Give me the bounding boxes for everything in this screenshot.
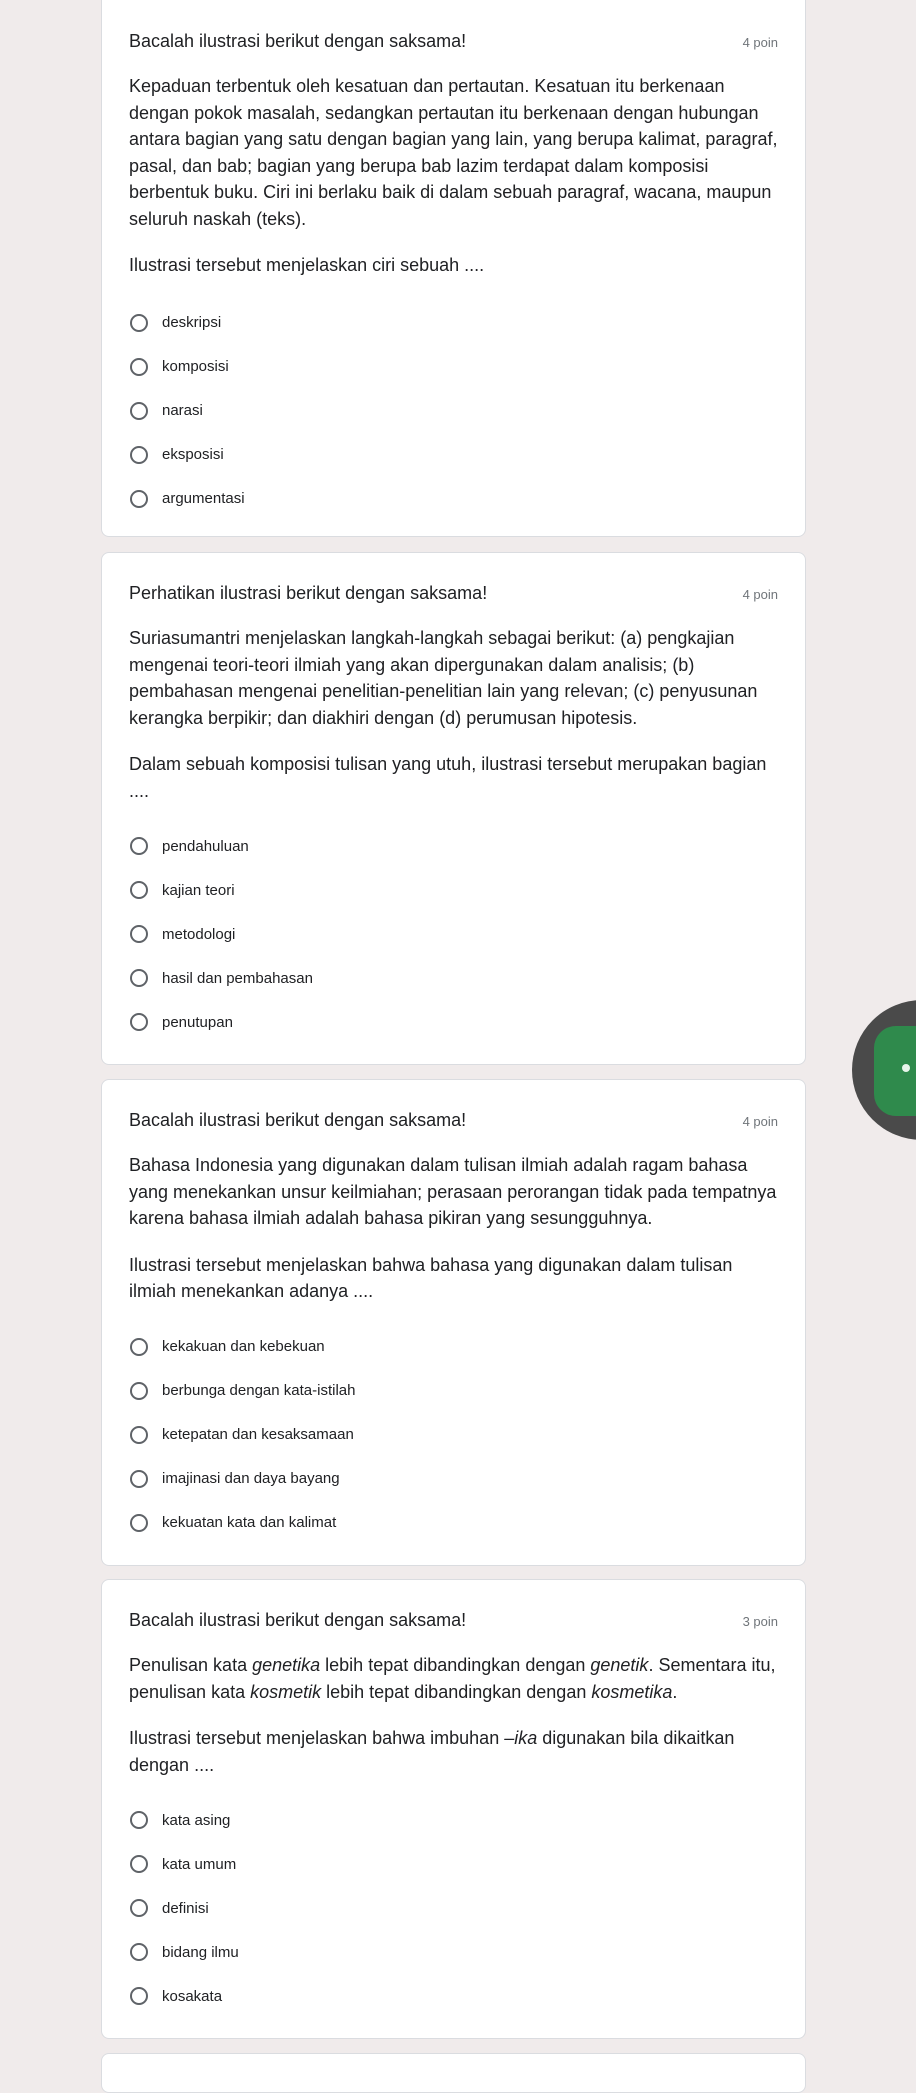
question-body: Bahasa Indonesia yang digunakan dalam tulisan ilmiah adalah ragam bahasa yang menekankan unsur keilmiahan; perasaan perorangan tidak pada tempatnya karena bahasa ilmiah adalah bahasa pikiran yang sesungguhnya. [129,1155,777,1228]
option-deskripsi[interactable] [129,301,778,345]
option-kata-asing[interactable] [129,1798,778,1842]
option-label: ketepatan dan kesaksamaan [162,1426,354,1443]
question-header [129,1608,778,1634]
radio-icon[interactable] [130,969,148,987]
answer-options [129,301,778,521]
option-metodologi[interactable] [129,912,778,956]
option-penutupan[interactable] [129,1000,778,1044]
floating-widget-button[interactable] [874,1026,916,1116]
option-label: kajian teori [162,881,235,899]
radio-icon[interactable] [130,1811,148,1829]
option-label: kekakuan dan kebekuan [162,1338,325,1355]
radio-icon[interactable] [130,1514,148,1532]
body-term: kosmetika [591,1681,673,1702]
question-header [129,581,778,607]
option-ketepatan-dan-kesaksamaan[interactable] [129,1413,778,1457]
question-points: 4 poin [742,1114,778,1129]
option-kekuatan-kata-dan-kalimat[interactable] [129,1501,778,1545]
option-label: definisi [162,1899,209,1917]
option-argumentasi[interactable] [129,477,778,521]
answer-options [129,824,778,1044]
prompt-term: –ika [504,1728,538,1748]
radio-icon[interactable] [130,1899,148,1917]
option-berbunga-dengan-kata-istilah[interactable] [129,1369,778,1413]
question-prompt [129,1725,778,1778]
question-body [129,1652,778,1705]
option-hasil-dan-pembahasan[interactable] [129,956,778,1000]
question-title: Bacalah ilustrasi berikut dengan saksama! [129,1610,467,1630]
question-card-4 [101,1579,806,2039]
question-points: 4 poin [742,587,778,602]
radio-icon[interactable] [130,1943,148,1961]
option-label: argumentasi [162,490,245,507]
radio-icon[interactable] [130,1338,148,1356]
radio-icon[interactable] [130,837,148,855]
option-label: narasi [162,402,203,419]
radio-icon[interactable] [130,881,148,899]
option-kajian-teori[interactable] [129,868,778,912]
option-label: kekuatan kata dan kalimat [162,1514,337,1531]
option-label: imajinasi dan daya bayang [162,1470,340,1487]
prompt-text: digunakan bila dikaitkan dengan .... [129,1728,735,1775]
option-label: berbunga dengan kata-istilah [162,1382,356,1399]
question-body: Suriasumantri menjelaskan langkah-langkah sebagai berikut: (a) pengkajian mengenai teori-teori ilmiah yang akan dipergunakan dalam analisis; (b) pembahasan mengenai penelitian-penelitian lain yang relevan; (c) penyusunan kerangka berpikir; dan diakhiri dengan (d) perumusan hipotesis. [129,628,758,728]
question-body: Kepaduan terbentuk oleh kesatuan dan pertautan. Kesatuan itu berkenaan dengan pokok masalah, sedangkan pertautan itu berkenaan dengan hubungan antara bagian yang satu dengan bagian yang lain, yang berupa kalimat, paragraf, pasal, dan bab; bagian yang berupa bab lazim terdapat dalam komposisi berbentuk buku. Ciri ini berlaku baik di dalam sebuah paragraf, wacana, maupun seluruh naskah (teks). [129,76,778,229]
option-label: kosakata [162,1987,223,2005]
radio-icon[interactable] [130,1382,148,1400]
radio-icon[interactable] [130,490,148,508]
body-term: genetik [590,1655,649,1675]
body-text: lebih tepat dibandingkan dengan [320,1655,591,1675]
question-points: 3 poin [742,1614,778,1629]
question-prompt: Ilustrasi tersebut menjelaskan ciri sebuah .... [129,255,485,275]
option-kosakata[interactable] [129,1974,778,2018]
prompt-text: Ilustrasi tersebut menjelaskan bahwa imbuhan [129,1728,505,1748]
question-title: Bacalah ilustrasi berikut dengan saksama! [129,31,467,51]
radio-icon[interactable] [130,1470,148,1488]
radio-icon[interactable] [130,358,148,376]
option-label: deskripsi [162,314,222,331]
option-eksposisi[interactable] [129,433,778,477]
question-title: Perhatikan ilustrasi berikut dengan saksama! [129,583,488,603]
option-label: eksposisi [162,446,224,463]
question-title: Bacalah ilustrasi berikut dengan saksama! [129,1110,467,1130]
option-bidang-ilmu[interactable] [129,1930,778,1974]
question-points: 4 poin [742,35,778,50]
option-kata-umum[interactable] [129,1842,778,1886]
radio-icon[interactable] [130,1426,148,1444]
option-definisi[interactable] [129,1886,778,1930]
option-label: kata umum [162,1855,237,1873]
body-text: . [672,1681,678,1702]
question-card-1 [101,0,806,537]
option-label: kata asing [162,1811,231,1829]
radio-icon[interactable] [130,1855,148,1873]
option-label: metodologi [162,925,236,943]
option-imajinasi-dan-daya-bayang[interactable] [129,1457,778,1501]
answer-options [129,1798,778,2018]
radio-icon[interactable] [130,925,148,943]
option-kekakuan-dan-kebekuan[interactable] [129,1325,778,1369]
option-label: hasil dan pembahasan [162,969,313,987]
radio-icon[interactable] [130,402,148,420]
answer-options [129,1325,778,1545]
body-text: Penulisan kata [129,1655,253,1675]
question-prompt: Ilustrasi tersebut menjelaskan bahwa bahasa yang digunakan dalam tulisan ilmiah menekankan adanya .... [129,1254,733,1301]
option-komposisi[interactable] [129,345,778,389]
option-pendahuluan[interactable] [129,824,778,868]
question-card-5 [101,2053,806,2093]
radio-icon[interactable] [130,446,148,464]
option-narasi[interactable] [129,389,778,433]
question-header [129,29,778,55]
radio-icon[interactable] [130,1013,148,1031]
question-prompt: Dalam sebuah komposisi tulisan yang utuh, ilustrasi tersebut merupakan bagian .... [129,754,767,801]
dot-icon [902,1064,910,1072]
question-card-2 [101,552,806,1065]
option-label: penutupan [162,1013,233,1031]
body-term: genetika [252,1655,321,1675]
option-label: pendahuluan [162,837,249,855]
question-header [129,1108,778,1134]
radio-icon[interactable] [130,314,148,332]
option-label: komposisi [162,358,229,375]
body-term: kosmetik [250,1681,322,1702]
radio-icon[interactable] [130,1987,148,2005]
body-text: . Sementara itu, penulisan kata [129,1655,776,1702]
option-label: bidang ilmu [162,1943,239,1961]
question-card-3 [101,1079,806,1566]
body-text: lebih tepat dibandingkan dengan [321,1681,592,1702]
